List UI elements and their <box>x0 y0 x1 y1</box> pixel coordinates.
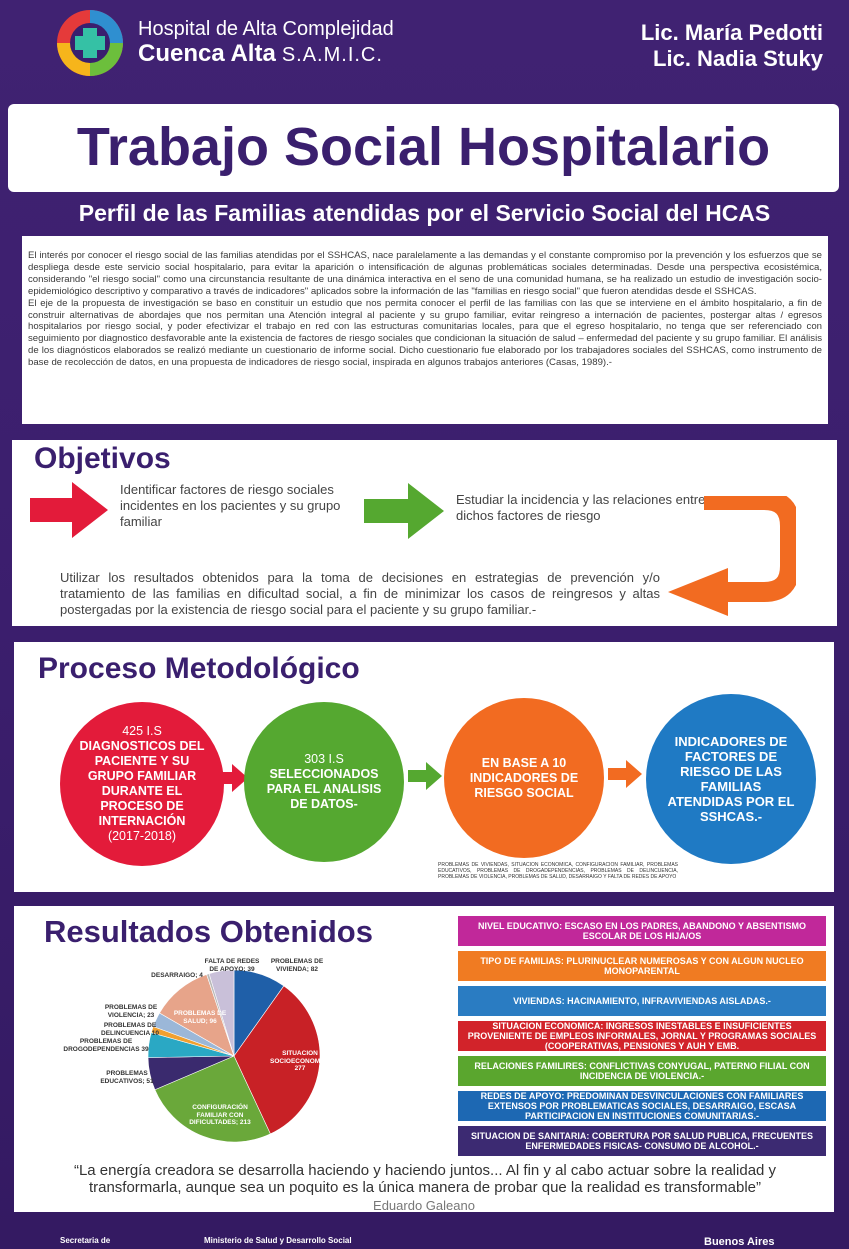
page-title: Trabajo Social Hospitalario <box>76 117 771 177</box>
pie-label-drogodependencias: PROBLEMAS DE DROGODEPENDENCIAS 39 <box>63 1038 149 1053</box>
arrow-right-icon <box>408 762 442 790</box>
proceso-circle-1 <box>60 702 224 866</box>
title-box <box>8 104 839 192</box>
resultado-bar-redes: REDES DE APOYO: PREDOMINAN DESVINCULACIONES CON FAMILIARES EXTENSOS POR PROBLEMATICAS SOCIALES, DESARRAIGO, ESCASA PARTICIPACION EN INSTITUCIONES COMUNITARIAS.- <box>458 1091 826 1121</box>
intro-section <box>22 236 828 424</box>
circle-1-number: 425 I.S <box>122 724 162 738</box>
proceso-note: PROBLEMAS DE VIVIENDAS, SITUACION ECONOMICA, CONFIGURACION FAMILIAR, PROBLEMAS EDUCATIVOS, PROBLEMAS DE DROGADEPENDENCIAS, PROBLEMAS DE DELINCUENCIA, PROBLEMAS DE VIOLENCIA, PROBLEMAS DE SALUD, DESARRAIGO Y FALTA DE REDES DE APOYO <box>438 862 678 880</box>
orange-return-arrow-icon <box>666 496 796 616</box>
footer-buenos-aires: Buenos Aires <box>704 1236 775 1248</box>
proceso-circle-4 <box>646 694 816 864</box>
intro-paragraph-1: El interés por conocer el riesgo social de las familias atendidas por el SSHCAS, nace paralelamente a las demandas y el constante compromiso por la prevención y los esfuerzos que se despliega desde este servicio social hospitalario, para evitar la aparición o intensificación de algunas problemáticas sociales determinadas. Desde una perspectiva ecosistémica, considerando "el riesgo social" como una circunstancia resultante de una dinámica interactiva en el seno de una comunidad humana, se ha realizado un estudio de investigación socio-epidemiológico descriptivo y comparativo a través de indicadores" aplicados sobre la información de las "familias en riesgo social" que fueron atendidas desde el SSHCAS. <box>28 250 822 297</box>
pie-label-salud: PROBLEMAS DE SALUD; 96 <box>173 1010 227 1025</box>
circle-3-text: EN BASE A 10 INDICADORES DE RIESGO SOCIAL <box>469 755 579 800</box>
resultados-list <box>458 916 826 1161</box>
footer-ministerio: Ministerio de Salud y Desarrollo Social <box>204 1236 352 1245</box>
author-2: Lic. Nadia Stuky <box>653 46 823 71</box>
objetivos-section <box>12 440 837 626</box>
hospital-samic: S.A.M.I.C. <box>281 44 383 66</box>
quote-text: “La energía creadora se desarrolla haciendo y haciendo juntos... Al fin y al cabo actuar sobre la realidad y transformarla, aunque sea un poquito es la única manera de probar que la realidad es transformable” <box>73 1162 777 1196</box>
hospital-name-main: Cuenca Alta <box>138 40 276 67</box>
resultado-bar-economica: SITUACION ECONOMICA: INGRESOS INESTABLES E INSUFICIENTES PROVENIENTE DE EMPLEOS INFORMALES, JORNAL Y PROGRAMAS SOCIALES (COOPERATIVAS, PENSIONES Y AUH Y EMB. <box>458 1021 826 1051</box>
proceso-circle-2 <box>244 702 404 862</box>
proceso-title: Proceso Metodológico <box>38 652 360 685</box>
resultado-bar-educativo: NIVEL EDUCATIVO: ESCASO EN LOS PADRES, ABANDONO Y ABSENTISMO ESCOLAR DE LOS HIJA/OS <box>458 916 826 946</box>
hospital-name-line1: Hospital de Alta Complejidad <box>138 18 394 40</box>
resultado-bar-viviendas: VIVIENDAS: HACINAMIENTO, INFRAVIVIENDAS AISLADAS.- <box>458 986 826 1016</box>
hospital-name-line2 <box>138 40 383 68</box>
pie-label-violencia: PROBLEMAS DE VIOLENCIA; 23 <box>104 1004 158 1019</box>
pie-label-educativos: PROBLEMAS EDUCATIVOS; 51 <box>100 1070 154 1085</box>
circle-2-text: SELECCIONADOS PARA EL ANALISIS DE DATOS- <box>266 767 382 811</box>
resultado-bar-relaciones: RELACIONES FAMILIRES: CONFLICTIVAS CONYUGAL, PATERNO FILIAL CON INCIDENCIA DE VIOLENCIA.- <box>458 1056 826 1086</box>
page-subtitle: Perfil de las Familias atendidas por el Servicio Social del HCAS <box>78 200 771 226</box>
intro-paragraph-2: El eje de la propuesta de investigación se baso en constituir un estudio que nos permita conocer el perfil de las familias con las que se interviene en el ámbito hospitalario, a fin de construir alternativas de abordajes que nos permitan una Atención integral al paciente y su grupo familiar, evitar reingreso a internación de pacientes, postergar altas / egresos hospitalarios por riesgo social, y poder efectivizar el trabajo en red con las estructuras comunitarias locales, para que el egreso hospitalario, no tenga que ser referenciado con seguimiento por diagnostico desfavorable ante la existencia de factores de riesgo sociales que condicionan la situación de salud – enfermedad del paciente y su grupo familiar. El análisis de los diagnósticos elaborados se realizó mediante un cuestionario de informe social. Dicho cuestionario fue elaborado por los trabajadores sociales del SSHCAS, como instrumento de base de recolección de datos, en una propuesta de indicadores de riesgo social, inspirada en algunos trabajos anteriores (Casas, 1989).- <box>28 297 822 369</box>
quote-author: Eduardo Galeano <box>373 1198 475 1213</box>
pie-label-redes: FALTA DE REDES DE APOYO; 39 <box>204 958 260 973</box>
circle-1-text: DIAGNOSTICOS DEL PACIENTE Y SU GRUPO FAMILIAR DURANTE EL PROCESO DE INTERNACIÓN <box>79 739 205 828</box>
circle-4-text: INDICADORES DE FACTORES DE RIESGO DE LAS FAMILIAS ATENDIDAS POR EL SSHCAS.- <box>667 734 795 824</box>
pie-label-delincuencia: PROBLEMAS DE DELINCUENCIA 10 <box>101 1022 159 1037</box>
green-arrow-icon <box>364 482 446 540</box>
hospital-logo-icon <box>52 8 128 78</box>
red-arrow-icon <box>30 480 110 540</box>
objetivo-1: Identificar factores de riesgo sociales incidentes en los pacientes y su grupo familiar <box>120 482 341 529</box>
resultados-title: Resultados Obtenidos <box>44 914 373 949</box>
footer-secretaria: Secretaria de <box>60 1236 111 1245</box>
objetivos-title: Objetivos <box>34 442 171 475</box>
resultados-section <box>14 906 834 1212</box>
pie-label-configuracion: CONFIGURACIÓN FAMILIAR CON DIFICULTADES; 213 <box>189 1104 251 1126</box>
author-1: Lic. María Pedotti <box>640 20 823 45</box>
proceso-section <box>14 642 834 892</box>
resultado-bar-familias: TIPO DE FAMILIAS: PLURINUCLEAR NUMEROSAS Y CON ALGUN NUCLEO MONOPARENTAL <box>458 951 826 981</box>
objetivo-2: Estudiar la incidencia y las relaciones entre dichos factores de riesgo <box>456 492 706 523</box>
pie-label-desarraigo: DESARRAIGO; 4 <box>151 972 203 979</box>
pie-label-vivienda: PROBLEMAS DE VIVIENDA; 82 <box>270 958 324 973</box>
circle-2-number: 303 I.S <box>304 752 344 766</box>
arrow-right-icon <box>608 760 642 788</box>
proceso-circle-3 <box>444 698 604 858</box>
objetivo-3: Utilizar los resultados obtenidos para la toma de decisiones en estrategias de prevención y/o tratamiento de las familias en dificultad social, a fin de minimizar los casos de reingresos y altas postergadas por la existencia de riesgo social para el paciente y su grupo familiar.- <box>60 570 660 617</box>
resultado-bar-sanitaria: SITUACION DE SANITARIA: COBERTURA POR SALUD PUBLICA, FRECUENTES ENFERMEDADES FISICAS- CONSUMO DE ALCOHOL.- <box>458 1126 826 1156</box>
circle-1-sub: (2017-2018) <box>107 829 177 843</box>
pie-label-socioeconomica: SITUACION SOCIOECONOMICA; 277 <box>270 1050 334 1072</box>
